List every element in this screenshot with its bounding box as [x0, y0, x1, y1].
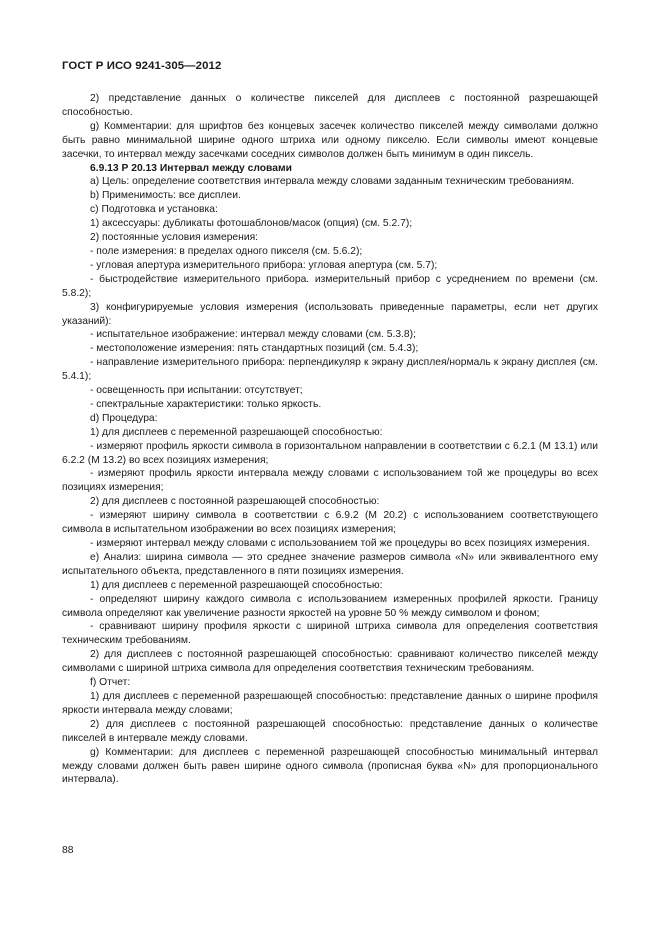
list-item: - местоположение измерения: пять стандартных позиций (см. 5.4.3);	[90, 343, 419, 355]
paragraph: c) Подготовка и установка:	[90, 204, 218, 216]
document-body	[62, 92, 598, 787]
list-item: - сравнивают ширину профиля яркости с шириной штриха символа для определения соответствия техническим требованиям.	[62, 621, 598, 647]
list-item: - испытательное изображение: интервал между словами (см. 5.3.8);	[90, 329, 416, 341]
paragraph: 1) аксессуары: дубликаты фотошаблонов/масок (опция) (см. 5.2.7);	[90, 218, 413, 230]
paragraph: g) Комментарии: для дисплеев с переменной разрешающей способностью минимальный интервал между словами должен быть равен ширине одного символа (прописная буква «N» для пропорционального интервала).	[62, 746, 598, 786]
paragraph: 2) представление данных о количестве пикселей для дисплеев с постоянной разрешающей способностью.	[62, 93, 598, 118]
document-header: ГОСТ Р ИСО 9241-305—2012	[62, 60, 222, 72]
list-item: - быстродействие измерительного прибора. измерительный прибор с усреднением по времени (см. 5.8.2);	[62, 273, 598, 299]
paragraph: 2) для дисплеев с постоянной разрешающей способностью: представление данных о количестве пикселей в интервале между словами.	[62, 718, 598, 744]
list-item: - измеряют ширину символа в соответствии с 6.9.2 (М 20.2) с использованием соответствующего символа в испытательном изображении во всех позициях измерения;	[62, 510, 598, 536]
paragraph: 1) для дисплеев с переменной разрешающей способностью: представление данных о ширине профиля яркости интервала между словами;	[62, 690, 598, 716]
paragraph: 2) для дисплеев с постоянной разрешающей способностью: сравнивают количество пикселей между символами с шириной штриха символа для определения соответствия техническим требованиям.	[62, 649, 598, 675]
paragraph: 3) конфигурируемые условия измерения (использовать приведенные параметры, если нет других указаний):	[62, 301, 598, 327]
list-item: - спектральные характеристики: только яркость.	[90, 398, 322, 410]
paragraph: 2) для дисплеев с постоянной разрешающей способностью:	[90, 496, 380, 508]
list-item: - освещенность при испытании: отсутствует;	[90, 385, 303, 397]
list-item: - измеряют профиль яркости интервала между словами с использованием той же процедуры во всех позициях измерения;	[62, 468, 598, 494]
paragraph: 1) для дисплеев с переменной разрешающей способностью:	[90, 426, 383, 438]
list-item: - определяют ширину каждого символа с использованием измеренных профилей яркости. Границу символа определяют как увеличение разности яркостей на уровне 50 % между символом и фоном;	[62, 593, 598, 619]
page-number: 88	[62, 845, 74, 856]
paragraph: a) Цель: определение соответствия интервала между словами заданным техническим требованиям.	[90, 176, 575, 188]
list-item: - измеряют профиль яркости символа в горизонтальном направлении в соответствии с 6.2.1 (М 13.1) или 6.2.2 (М 13.2) во всех позициях измерения;	[62, 440, 598, 466]
list-item: - направление измерительного прибора: перпендикуляр к экрану дисплея/нормаль к экрану дисплея (см. 5.4.1);	[62, 357, 598, 383]
list-item: - измеряют интервал между словами с использованием той же процедуры во всех позициях измерения.	[90, 538, 590, 549]
paragraph: 2) постоянные условия измерения:	[90, 232, 259, 244]
paragraph: b) Применимость: все дисплеи.	[90, 190, 241, 202]
subsection-heading: 6.9.13 Р 20.13 Интервал между словами	[90, 162, 292, 174]
paragraph: 1) для дисплеев с переменной разрешающей способностью:	[90, 579, 383, 591]
paragraph: g) Комментарии: для шрифтов без концевых засечек количество пикселей между символами должно быть равно минимальной ширине одного штриха или одному пикселю. Если символы имеют концевые засечки, то интервал между засечками соседних символов должен быть минимум в один пиксель.	[62, 120, 598, 160]
paragraph: e) Анализ: ширина символа — это среднее значение размеров символа «N» или эквивалентного ему испытательного объекта, представленного в пяти позициях измерения.	[62, 551, 598, 577]
list-item: - угловая апертура измерительного прибора: угловая апертура (см. 5.7);	[90, 259, 438, 271]
paragraph: d) Процедура:	[90, 412, 158, 424]
paragraph: f) Отчет:	[90, 677, 131, 689]
list-item: - поле измерения: в пределах одного пикселя (см. 5.6.2);	[90, 245, 363, 257]
